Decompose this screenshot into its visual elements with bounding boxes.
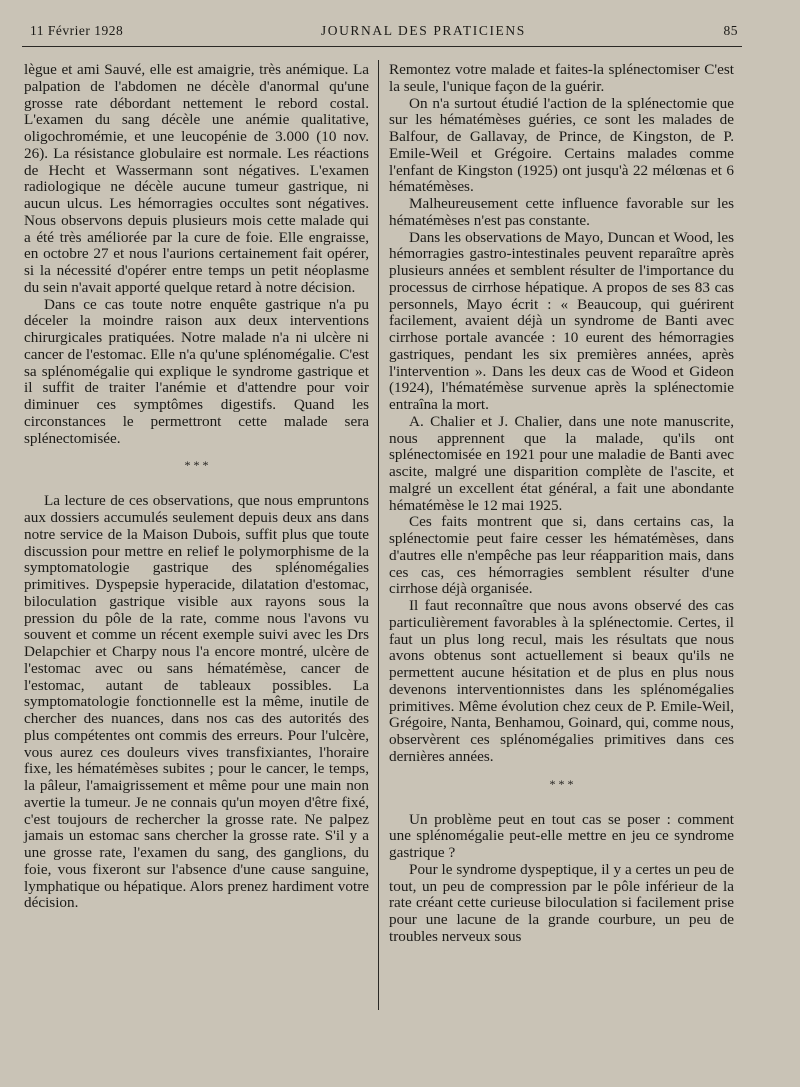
left-paragraph-2: Dans ce cas toute notre enquête gastrique n'a pu déceler la moindre raison aux deux interventions chirurgicales pratiquées. Notre malade n'a ni ulcère ni cancer de l'estomac. Elle n'a qu'une splénomégalie. C'est sa splénomégalie qui explique le syndrome gastrique et il suffit de traiter l'anémie et d'attendre pour voir diminuer ces symptômes digestifs. Quand les circonstances le permettront cette malade sera splénectomisée. (24, 295, 369, 447)
left-paragraph-3: La lecture de ces observations, que nous empruntons aux dossiers accumulés seulement depuis deux ans dans notre service de la Maison Dubois, suffit plus que toute discussion pour mettre en relief le polymorphisme de la symptomatologie gastrique des splénomégalies primitives. Dyspepsie hyperacide, dilatation d'estomac, biloculation gastrique visible aux rayons sous la pression du pôle de la rate, comme nous l'avons vu souvent et comme un récent exemple suivi avec les Drs Delapchier et Charpy nous l'a encore montré, ulcère de l'estomac avec ou sans hématémèse, cancer de l'estomac, autant de tableaux possibles. La symptomatologie fonctionnelle est la même, inutile de chercher des nuances, dans nos cas des autorités des plus compétentes ont commis des erreurs. Pour l'ulcère, vous aurez ces douleurs vives transfixiantes, l'horaire fixe, les hématémèses subites ; pour le cancer, le temps, la pâleur, l'amaigrissement et même pour une main non avertie la tumeur. Je ne connais qu'un moyen d'être fixé, c'est toujours de rechercher la grosse rate. Ne palpez jamais un estomac sans chercher la grosse rate. S'il y a une grosse rate, l'examen du sang, des ganglions, du foie, vous fixeront sur l'absence d'une cause sanguine, lymphatique ou hépatique. Alors prenez hardiment votre décision. (24, 492, 369, 912)
header-date: 11 Février 1928 (30, 23, 124, 38)
right-paragraph-3: Malheureusement cette influence favorable sur les hématémèses n'est pas constante. (389, 195, 734, 229)
right-paragraph-4: Dans les observations de Mayo, Duncan et Wood, les hémorragies gastro-intestinales peuvent reparaître après plusieurs années et semblent résulter de l'importance du processus de cirrhose hépatique. A propos de ses 83 cas personnels, Mayo écrit : « Beaucoup, qui guérirent facilement, avaient déjà un syndrome de Banti avec cirrhose portale avancée : 10 eurent des hémorragies gastriques, pendant les six premières années, après l'intervention ». Dans les deux cas de Wood et Gideon (1924), l'hématémèse survenue après la splénectomie entraîna la mort. (389, 228, 734, 413)
header-journal-title: JOURNAL DES PRATICIENS (320, 23, 526, 38)
section-break-stars: * * * (549, 776, 574, 791)
right-paragraph-7: Il faut reconnaître que nous avons observé des cas particulièrement favorables à la splénectomie. Certes, il faut un plus long recul, mais les résultats que nous avons obtenus sont actuellement si beaux qu'ils ne permettent aucune hésitation et de plus en plus nous devenons interventionnistes dans les splénomégalies primitives. Même évolution chez ceux de P. Emile-Weil, Grégoire, Nanta, Benhamou, Goinard, qui, comme nous, observèrent ces splénomégalies primitives dans ces dernières années. (389, 597, 734, 765)
header-page-number: 85 (723, 23, 738, 38)
right-paragraph-2: On n'a surtout étudié l'action de la splénectomie que sur les hématémèses guéries, ce sont les malades de Balfour, de Gallavay, de Prince, de Kingston, de P. Emile-Weil et Grégoire. Certains malades comme l'enfant de Kingston (1925) ont jusqu'à 22 mélœnas et 6 hématémèses. (389, 94, 734, 196)
running-header (30, 20, 738, 42)
right-column (389, 62, 734, 946)
right-paragraph-1: Remontez votre malade et faites-la splénectomiser C'est la seule, l'unique façon de la guérir. (389, 61, 734, 95)
right-paragraph-8: Un problème peut en tout cas se poser : comment une splénomégalie peut-elle mettre en jeu ce syndrome gastrique ? (389, 810, 734, 861)
left-column (24, 62, 369, 912)
left-paragraph-1: lègue et ami Sauvé, elle est amaigrie, très anémique. La palpation de l'abdomen ne décèle d'anormal qu'une grosse rate débordant nettement le rebord costal. L'examen du sang décèle une anémie qualitative, oligochromémie, et une leucopénie de 3.000 (10 nov. 26). La résistance globulaire est normale. Les réactions de Hecht et Wassermann sont négatives. L'examen radiologique ne décèle aucune tumeur gastrique, ni aucun ulcus. Les hémorragies occultes sont négatives. Nous observons depuis plusieurs mois cette malade qui a été très améliorée par la cure de foie. Elle engraisse, en octobre 27 et nous l'aurions certainement fait opérer, si la nécessité d'opérer entre temps un petit néoplasme du sein n'avait apporté quelque retard à notre décision. (24, 61, 369, 296)
right-paragraph-9: Pour le syndrome dyspeptique, il y a certes un peu de tout, un peu de compression par le pôle inférieur de la rate créant cette curieuse biloculation si facilement prise pour une lacune de la grande courbure, un peu de troubles nerveux sous (389, 860, 734, 945)
right-paragraph-5: A. Chalier et J. Chalier, dans une note manuscrite, nous apprennent que la malade, qu'ils ont splénectomisée en 1921 pour une maladie de Banti avec ascite, malgré une disparition complète de l'ascite, et malgré un excellent état général, a fait une abondante hématémèse le 12 mai 1925. (389, 412, 734, 514)
section-break-stars: * * * (184, 458, 209, 473)
column-divider (378, 60, 379, 1010)
right-paragraph-6: Ces faits montrent que si, dans certains cas, la splénectomie peut faire cesser les hématémèses, dans d'autres elle n'empêche pas leur réapparition mais, dans ces cas, ces hémorragies semblent résulter d'une cirrhose déjà organisée. (389, 513, 734, 598)
header-rule (22, 46, 742, 47)
